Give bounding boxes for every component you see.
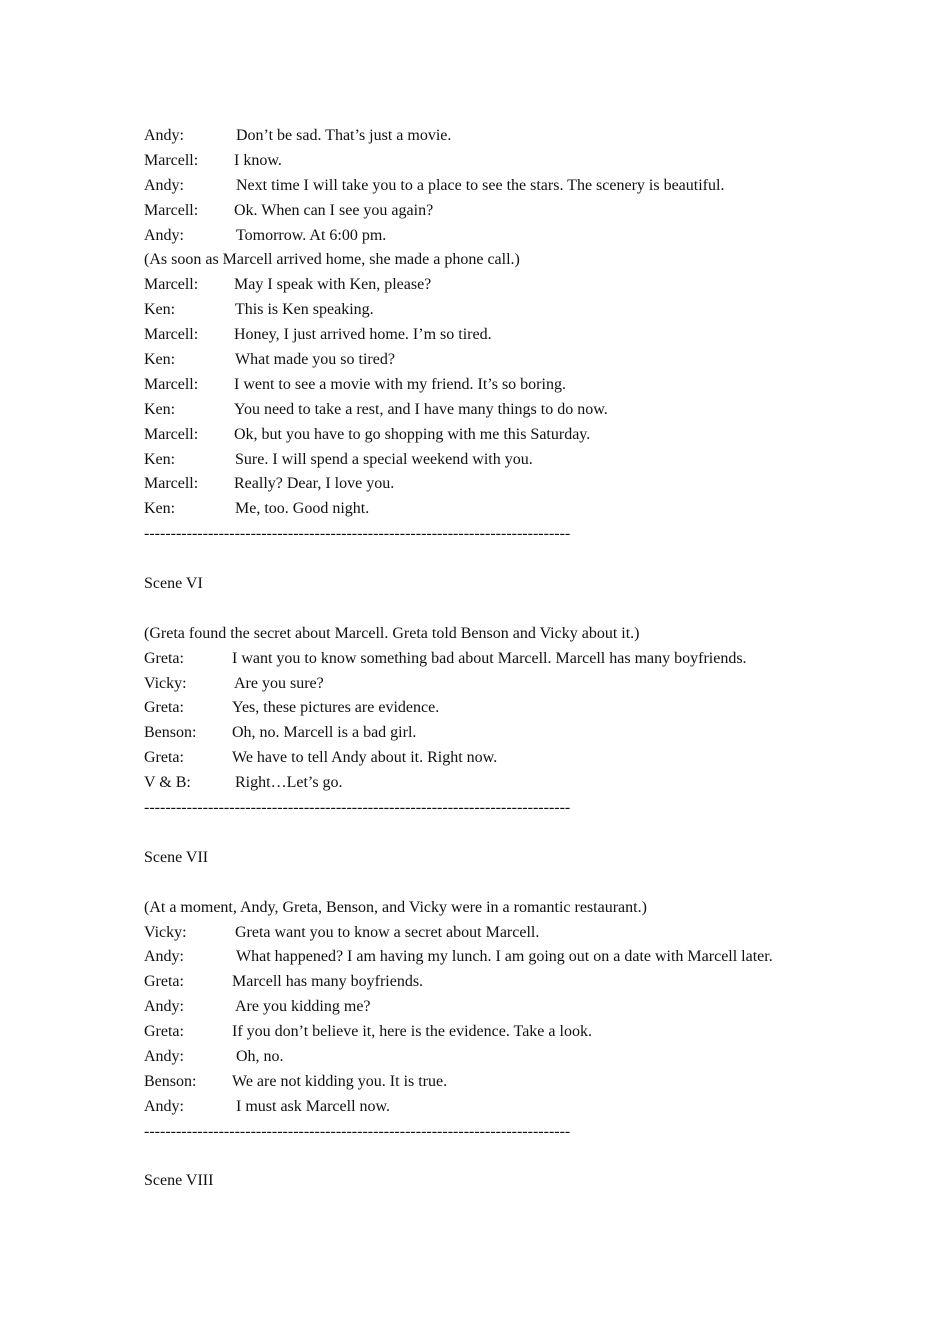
dialogue-line: [144, 672, 844, 697]
dialogue-text: Are you sure?: [234, 674, 324, 692]
speaker-label: Marcell:: [144, 475, 199, 493]
speaker-label: Benson:: [144, 724, 197, 742]
dialogue-text: Marcell has many boyfriends.: [232, 973, 424, 991]
dialogue-line: [144, 298, 844, 323]
stage-direction: (At a moment, Andy, Greta, Benson, and Vicky were in a romantic restaurant.): [144, 898, 647, 916]
dialogue-line: [144, 373, 844, 398]
dialogue-text: This is Ken speaking.: [235, 301, 374, 319]
dialogue-line: [144, 970, 844, 995]
dialogue-line: [144, 323, 844, 348]
scene-title: Scene VII: [144, 848, 209, 866]
speaker-label: Marcell:: [144, 425, 199, 443]
dialogue-line: [144, 721, 844, 746]
stage-direction: (As soon as Marcell arrived home, she made a phone call.): [144, 251, 520, 269]
dialogue-line: [144, 273, 844, 298]
dialogue-text: Yes, these pictures are evidence.: [232, 699, 440, 717]
dialogue-line: [144, 771, 844, 796]
dialogue-line: [144, 921, 844, 946]
dialogue-line: [144, 746, 844, 771]
dialogue-text: We are not kidding you. It is true.: [232, 1072, 448, 1090]
dialogue-text: I want you to know something bad about Marcell. Marcell has many boyfriends.: [232, 649, 747, 667]
dialogue-text: Don’t be sad. That’s just a movie.: [236, 127, 452, 144]
blank-line: [144, 821, 844, 846]
dialogue-line: [144, 1045, 844, 1070]
speaker-label: Andy:: [144, 176, 184, 194]
dialogue-text: Oh, no. Marcell is a bad girl.: [232, 724, 417, 742]
scene-title: Scene VIII: [144, 1172, 214, 1190]
speaker-label: Marcell:: [144, 375, 199, 393]
blank-line: [144, 597, 844, 622]
dialogue-text: Ok, but you have to go shopping with me this Saturday.: [234, 425, 591, 443]
dialogue-line: [144, 124, 844, 149]
dialogue-text: I went to see a movie with my friend. It’s so boring.: [234, 375, 566, 393]
dialogue-text: Ok. When can I see you again?: [234, 201, 434, 219]
script-page: [144, 124, 844, 1194]
speaker-label: Ken:: [144, 500, 176, 518]
blank-line: [144, 1145, 844, 1170]
dialogue-text: Tomorrow. At 6:00 pm.: [236, 226, 387, 244]
speaker-label: Greta:: [144, 973, 184, 991]
dialogue-text: I must ask Marcell now.: [236, 1097, 391, 1115]
dialogue-line: [144, 199, 844, 224]
speaker-label: Ken:: [144, 400, 176, 418]
dialogue-line: [144, 497, 844, 522]
dialogue-line: [144, 224, 844, 249]
speaker-label: Andy:: [144, 127, 184, 144]
speaker-label: Greta:: [144, 1023, 184, 1041]
speaker-label: Andy:: [144, 1097, 184, 1115]
dialogue-line: [144, 995, 844, 1020]
speaker-label: Benson:: [144, 1072, 197, 1090]
speaker-label: Vicky:: [144, 923, 187, 941]
dialogue-line: [144, 472, 844, 497]
speaker-label: Ken:: [144, 351, 176, 369]
dialogue-text: Really? Dear, I love you.: [234, 475, 395, 493]
speaker-label: Andy:: [144, 948, 184, 966]
dialogue-line: [144, 149, 844, 174]
dialogue-text: If you don’t believe it, here is the evidence. Take a look.: [232, 1023, 592, 1041]
speaker-label: Andy:: [144, 226, 184, 244]
dialogue-text: What made you so tired?: [235, 351, 395, 369]
speaker-label: Ken:: [144, 450, 176, 468]
dialogue-text: Honey, I just arrived home. I’m so tired.: [234, 326, 492, 344]
speaker-label: Andy:: [144, 998, 184, 1016]
speaker-label: Greta:: [144, 749, 184, 767]
speaker-label: Marcell:: [144, 326, 199, 344]
dialogue-line: [144, 1020, 844, 1045]
speaker-label: Greta:: [144, 649, 184, 667]
dialogue-text: I know.: [234, 151, 282, 169]
dialogue-text: We have to tell Andy about it. Right now.: [232, 749, 498, 767]
dialogue-line: [144, 1095, 844, 1120]
blank-line: [144, 547, 844, 572]
dialogue-line: [144, 174, 844, 199]
speaker-label: Marcell:: [144, 201, 199, 219]
dialogue-text: What happened? I am having my lunch. I am going out on a date with Marcell later.: [236, 948, 773, 966]
dialogue-text: Me, too. Good night.: [235, 500, 370, 518]
dialogue-line: [144, 348, 844, 373]
speaker-label: Ken:: [144, 301, 176, 319]
stage-direction: (Greta found the secret about Marcell. Greta told Benson and Vicky about it.): [144, 624, 640, 642]
dialogue-text: Are you kidding me?: [235, 998, 371, 1016]
dialogue-line: [144, 647, 844, 672]
speaker-label: V & B:: [144, 774, 191, 792]
speaker-label: Marcell:: [144, 151, 199, 169]
speaker-label: Marcell:: [144, 276, 199, 294]
scene-title: Scene VI: [144, 575, 203, 593]
speaker-label: Vicky:: [144, 674, 187, 692]
dialogue-text: Sure. I will spend a special weekend with you.: [235, 450, 533, 468]
dialogue-text: May I speak with Ken, please?: [234, 276, 432, 294]
dialogue-text: Right…Let’s go.: [235, 774, 343, 792]
dialogue-line: [144, 423, 844, 448]
dialogue-line: [144, 398, 844, 423]
scene-separator: --------------------------------------------------------------------------------: [144, 1122, 571, 1140]
dialogue-text: Oh, no.: [236, 1047, 284, 1065]
blank-line: [144, 871, 844, 896]
dialogue-text: Next time I will take you to a place to see the stars. The scenery is beautiful.: [236, 176, 725, 194]
speaker-label: Greta:: [144, 699, 184, 717]
dialogue-line: [144, 945, 844, 970]
scene-separator: --------------------------------------------------------------------------------: [144, 799, 571, 817]
dialogue-line: [144, 448, 844, 473]
dialogue-text: Greta want you to know a secret about Marcell.: [235, 923, 540, 941]
dialogue-line: [144, 1070, 844, 1095]
scene-separator: --------------------------------------------------------------------------------: [144, 525, 571, 543]
dialogue-line: [144, 696, 844, 721]
speaker-label: Andy:: [144, 1047, 184, 1065]
dialogue-text: You need to take a rest, and I have many things to do now.: [234, 400, 608, 418]
